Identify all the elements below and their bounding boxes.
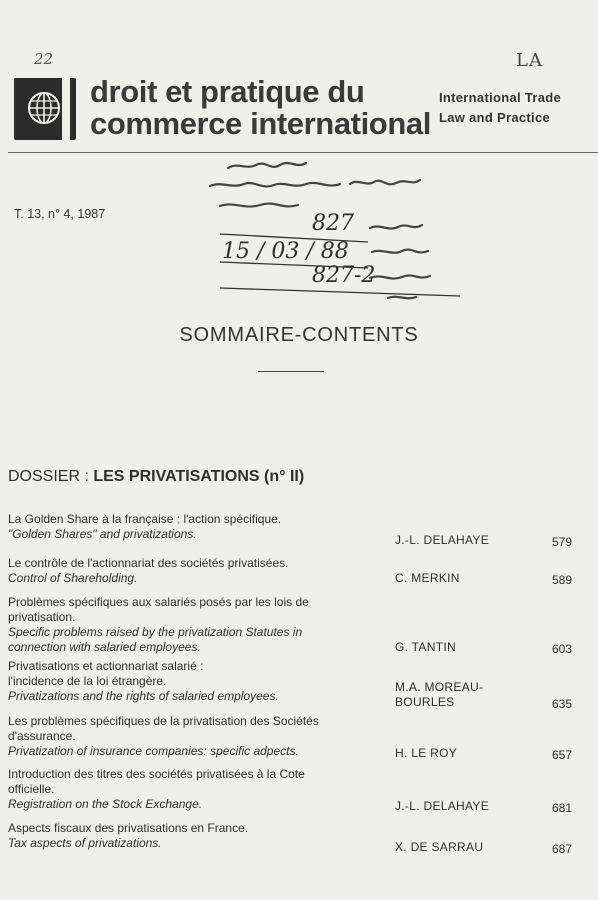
contents-entry <box>8 659 338 704</box>
journal-english-title-line1: International Trade <box>439 90 562 105</box>
entry-title-english: "Golden Shares" and privatizations. <box>8 527 197 541</box>
globe-icon <box>26 90 62 126</box>
contents-entry <box>8 821 338 851</box>
entry-title-french: Problèmes spécifiques aux salariés posés par les lois de privatisation. <box>8 595 309 624</box>
contents-heading: SOMMAIRE-CONTENTS <box>179 324 419 346</box>
entry-page-number: 589 <box>551 573 572 587</box>
entry-title-french: Les problèmes spécifiques de la privatisation des Sociétés d'assurance. <box>8 714 319 743</box>
contents-entry <box>8 512 338 542</box>
entry-title-french: Aspects fiscaux des privatisations en France. <box>8 821 249 835</box>
stamp-handwritten-number: 827 <box>312 211 354 236</box>
contents-entry <box>8 714 348 759</box>
entry-author: X. DE SARRAU <box>395 840 484 854</box>
stamp-handwritten-reference: 827-2 <box>312 263 376 288</box>
entry-page-number: 603 <box>551 642 572 656</box>
entry-title-english: Control of Shareholding. <box>8 571 138 585</box>
entry-title-french: Introduction des titres des sociétés privatisées à la Cote officielle. <box>8 767 305 796</box>
entry-author: J.-L. DELAHAYE <box>395 533 490 547</box>
entry-author-line2: BOURLES <box>395 695 455 709</box>
heading-rule <box>258 371 324 372</box>
dossier-prefix: DOSSIER : <box>8 468 94 485</box>
journal-title-line2: commerce international <box>90 106 431 141</box>
dossier-heading <box>8 468 304 486</box>
entry-author <box>395 680 483 710</box>
stamp-handwritten-date: 15 / 03 / 88 <box>222 239 349 264</box>
entry-page-number: 579 <box>551 535 572 549</box>
entry-title-french: La Golden Share à la française : l'action spécifique. <box>8 512 282 526</box>
entry-title-french: Le contrôle de l'actionnariat des sociétés privatisées. <box>8 556 289 570</box>
entry-page-number: 635 <box>551 697 572 711</box>
entry-page-number: 687 <box>551 842 572 856</box>
entry-page-number: 657 <box>551 748 572 762</box>
journal-english-title-line2: Law and Practice <box>439 110 551 125</box>
contents-entry <box>8 556 348 586</box>
entry-title-english: Tax aspects of privatizations. <box>8 836 162 850</box>
handwritten-label: LA <box>516 50 543 71</box>
entry-author-line1: M.A. MOREAU- <box>395 680 484 694</box>
entry-title-english: Specific problems raised by the privatization Statutes in connection with salaried employees. <box>8 625 303 654</box>
library-stamp <box>200 150 470 310</box>
journal-title-line1: droit et pratique du <box>90 74 365 109</box>
entry-author: H. LE ROY <box>395 746 458 760</box>
handwritten-number: 22 <box>34 50 54 68</box>
dossier-title: LES PRIVATISATIONS (n° II) <box>93 468 305 485</box>
entry-author: J.-L. DELAHAYE <box>395 799 490 813</box>
entry-author: G. TANTIN <box>395 640 456 654</box>
logo-separator <box>62 78 70 140</box>
entry-title-english: Registration on the Stock Exchange. <box>8 797 203 811</box>
contents-entry <box>8 767 338 812</box>
entry-author: C. MERKIN <box>395 571 460 585</box>
entry-title-english: Privatization of insurance companies: specific adpects. <box>8 744 299 758</box>
contents-entry <box>8 595 360 655</box>
entry-page-number: 681 <box>551 801 572 815</box>
issue-info: T. 13, n° 4, 1987 <box>14 207 106 221</box>
entry-title-english: Privatizations and the rights of salaried employees. <box>8 689 279 703</box>
entry-title-french: Privatisations et actionnariat salarié : l'incidence de la loi étrangère. <box>8 659 204 688</box>
